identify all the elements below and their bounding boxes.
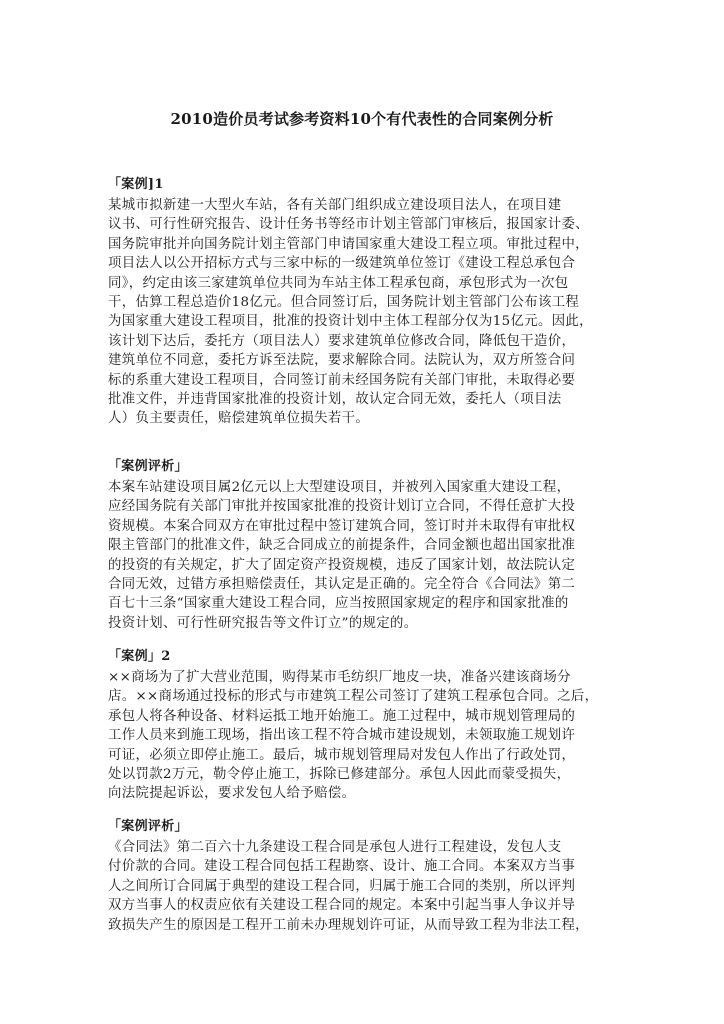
paragraph-line: 该计划下达后，委托方（项目法人）要求建筑单位修改合同，降低包干造价， [108, 333, 576, 349]
paragraph-line: 人之间所订合同属于典型的建设工程合同，归属于施工合同的类别，所以评判 [108, 878, 576, 894]
paragraph-line: 致损失产生的原因是工程开工前未办理规划许可证，从而导致工程为非法工程， [108, 917, 589, 933]
paragraph-line: 处以罚款2万元，勒令停止施工，拆除已修建部分。承包人因此而蒙受损失， [108, 767, 571, 783]
paragraph-line: 向法院提起诉讼，要求发包人给予赔偿。 [108, 786, 356, 802]
paragraph-line: 《合同法》第二百六十九条建设工程合同是承包人进行工程建设，发包人支 [108, 840, 562, 855]
case-1-body [108, 196, 628, 429]
case-2-heading: 「案例」2 [108, 649, 171, 664]
case-1-analysis-heading: 「案例评析」 [108, 459, 188, 474]
paragraph-line: 承包人将各种设备、材料运抵工地开始施工。施工过程中，城市规划管理局的 [108, 708, 576, 724]
case-1-analysis-section [108, 456, 628, 633]
case-1-analysis-body [108, 478, 628, 633]
case-2-section [108, 646, 628, 804]
paragraph-line: 标的系重大建设工程项目，合同签订前未经国务院有关部门审批，未取得必要 [108, 372, 576, 388]
paragraph-line: 双方当事人的权责应依有关建设工程合同的规定。本案中引起当事人争议并导 [108, 898, 576, 914]
paragraph-line: 项目法人以公开招标方式与三家中标的一级建筑单位签订《建设工程总承包合 [108, 256, 576, 272]
paragraph-line: 付价款的合同。建设工程合同包括工程勘察、设计、施工合同。本案双方当事 [108, 859, 576, 875]
paragraph-line: 批准文件，并违背国家批准的投资计划，故认定合同无效，委托人（项目法 [108, 392, 562, 408]
paragraph-line: 的投资的有关规定，扩大了固定资产投资规模，违反了国家计划，故法院认定 [108, 557, 576, 573]
paragraph-line: 干，估算工程总造价18亿元。但合同签订后，国务院计划主管部门公布该工程 [108, 295, 580, 311]
paragraph-line: 本案车站建设项目属2亿元以上大型建设项目，并被列入国家重大建设工程， [108, 480, 571, 495]
paragraph-line: 合同无效，过错方承担赔偿责任，其认定是正确的。完全符合《合同法》第二 [108, 577, 576, 593]
paragraph-line: 限主管部门的批准文件，缺乏合同成立的前提条件，合同金额也超出国家批准 [108, 538, 576, 554]
paragraph-line: 同》，约定由该三家建筑单位共同为车站主体工程承包商，承包形式为一次包 [108, 275, 569, 291]
paragraph-line: ××商场为了扩大营业范围，购得某市毛纺织厂地皮一块，准备兴建该商场分 [108, 670, 571, 685]
paragraph-line: 议书、可行性研究报告、设计任务书等经市计划主管部门审核后，报国家计委、 [108, 217, 589, 233]
case-2-analysis-body [108, 838, 628, 935]
paragraph-line: 工作人员来到施工现场，指出该工程不符合城市建设规划，未领取施工规划许 [108, 728, 576, 744]
paragraph-line: 应经国务院有关部门审批并按国家批准的投资计划订立合同，不得任意扩大投 [108, 499, 576, 515]
document-title: 2010造价员考试参考资料10个有代表性的合同案例分析 [170, 110, 554, 128]
paragraph-line: 为国家重大建设工程项目，批准的投资计划中主体工程部分仅为15亿元。因此， [108, 314, 593, 330]
paragraph-line: 建筑单位不同意，委托方诉至法院，要求解除合同。法院认为，双方所签合问 [108, 353, 576, 369]
paragraph-line: 店。××商场通过投标的形式与市建筑工程公司签订了建筑工程承包合同。之后， [108, 689, 599, 705]
paragraph-line: 百七十三条“国家重大建设工程合同，应当按照国家规定的程序和国家批准的 [108, 596, 569, 612]
case-2-body [108, 668, 628, 804]
paragraph-line: 投资计划、可行性研究报告等文件订立”的规定的。 [108, 615, 418, 631]
paragraph-line: 资规模。本案合同双方在审批过程中签订建筑合同，签订时并未取得有审批权 [108, 518, 576, 534]
paragraph-line: 可证，必须立即停止施工。最后，城市规划管理局对发包人作出了行政处罚， [108, 747, 576, 763]
paragraph-line: 国务院审批并向国务院计划主管部门申请国家重大建设工程立项。审批过程中， [108, 236, 589, 252]
case-1-heading: 「案例]1 [108, 177, 164, 192]
case-2-analysis-heading: 「案例评析」 [108, 819, 188, 834]
paragraph-line: 某城市拟新建一大型火车站，各有关部门组织成立建设项目法人，在项目建 [108, 198, 562, 213]
paragraph-line: 人）负主要责任，赔偿建筑单位损失若干。 [108, 411, 370, 427]
case-2-analysis-section [108, 816, 628, 935]
case-1-section [108, 174, 628, 429]
